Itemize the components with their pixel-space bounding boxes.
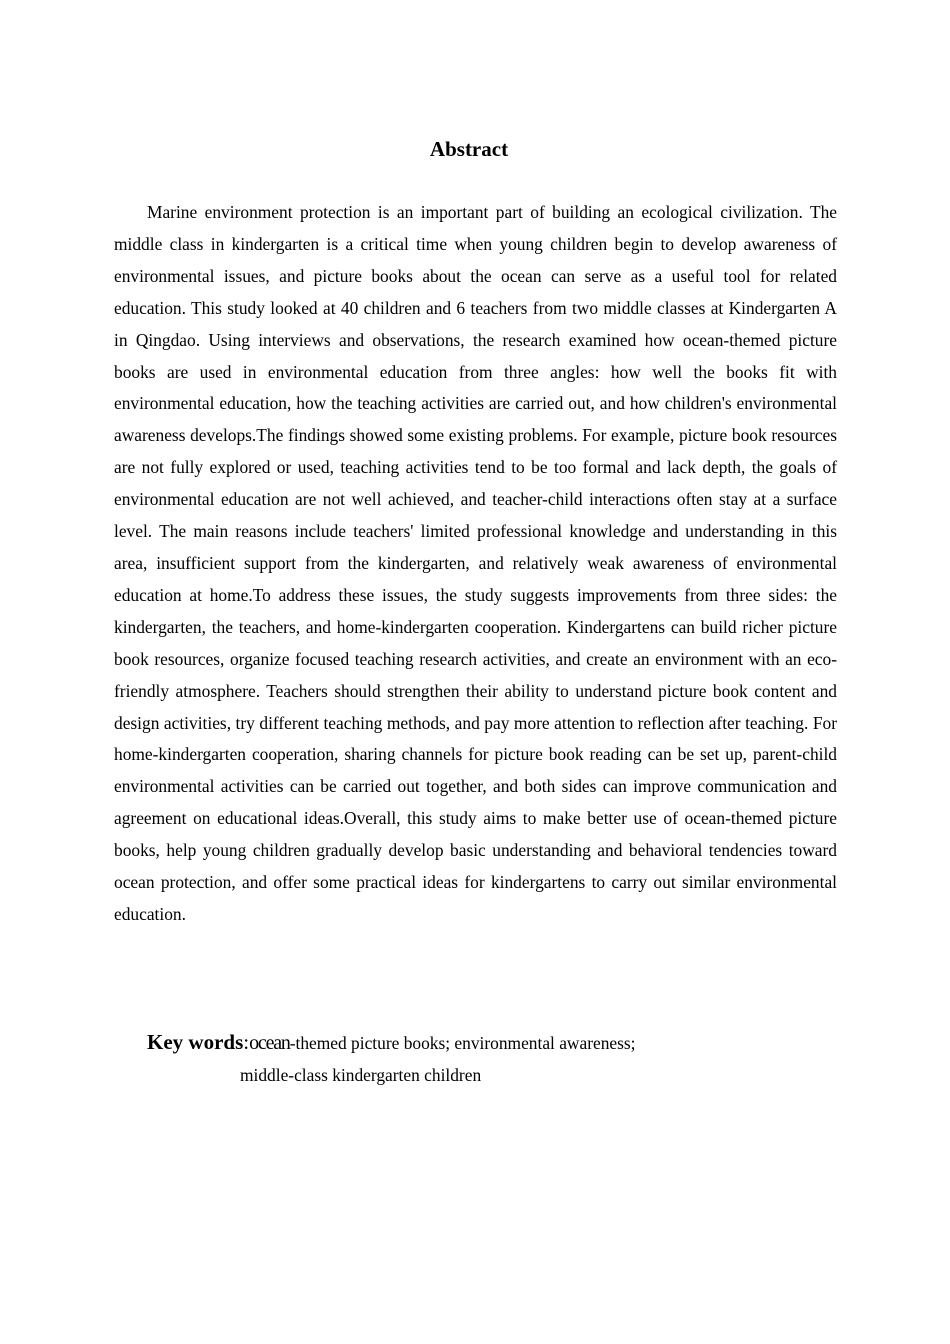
abstract-title: Abstract [429, 137, 509, 161]
abstract-body: Marine environment protection is an important part of building an ecological civilization. The middle class in kindergarten is a critical time when young children begin to develop awareness of environmental issues, and picture books about the ocean can serve as a useful tool for related education. This study looked at 40 children and 6 teachers from two middle classes at Kindergarten A in Qingdao. Using interviews and observations, the research examined how ocean-themed picture books are used in environmental education from three angles: how well the books fit with environmental education, how the teaching activities are carried out, and how children's environmental awareness develops.The findings showed some existing problems. For example, picture book resources are not fully explored or used, teaching activities tend to be too formal and lack depth, the goals of environmental education are not well achieved, and teacher-child interactions often stay at a surface level. The main reasons include teachers' limited professional knowledge and understanding in this area, insufficient support from the kindergarten, and relatively weak awareness of environmental education at home.To address these issues, the study suggests improvements from three sides: the kindergarten, the teachers, and home-kindergarten cooperation. Kindergartens can build richer picture book resources, organize focused teaching research activities, and create an environment with an eco-friendly atmosphere. Teachers should strengthen their ability to understand picture book content and design activities, try different teaching methods, and pay more attention to reflection after teaching. For home-kindergarten cooperation, sharing channels for picture book reading can be set up, parent-child environmental activities can be carried out together, and both sides can improve communication and agreement on educational ideas.Overall, this study aims to make better use of ocean-themed picture books, help young children gradually develop basic understanding and behavioral tendencies toward ocean protection, and offer some practical ideas for kindergartens to carry out similar environmental education. [114, 202, 837, 924]
keywords-line1-rest: -themed picture books; environmental awareness; [289, 1033, 636, 1053]
keywords-label: Key words [147, 1030, 244, 1054]
keywords-separator: : [243, 1030, 250, 1054]
keywords-line [147, 1026, 837, 1059]
keywords-line2: middle-class kindergarten children [240, 1065, 482, 1085]
keyword-first-word: ocean [249, 1032, 290, 1054]
